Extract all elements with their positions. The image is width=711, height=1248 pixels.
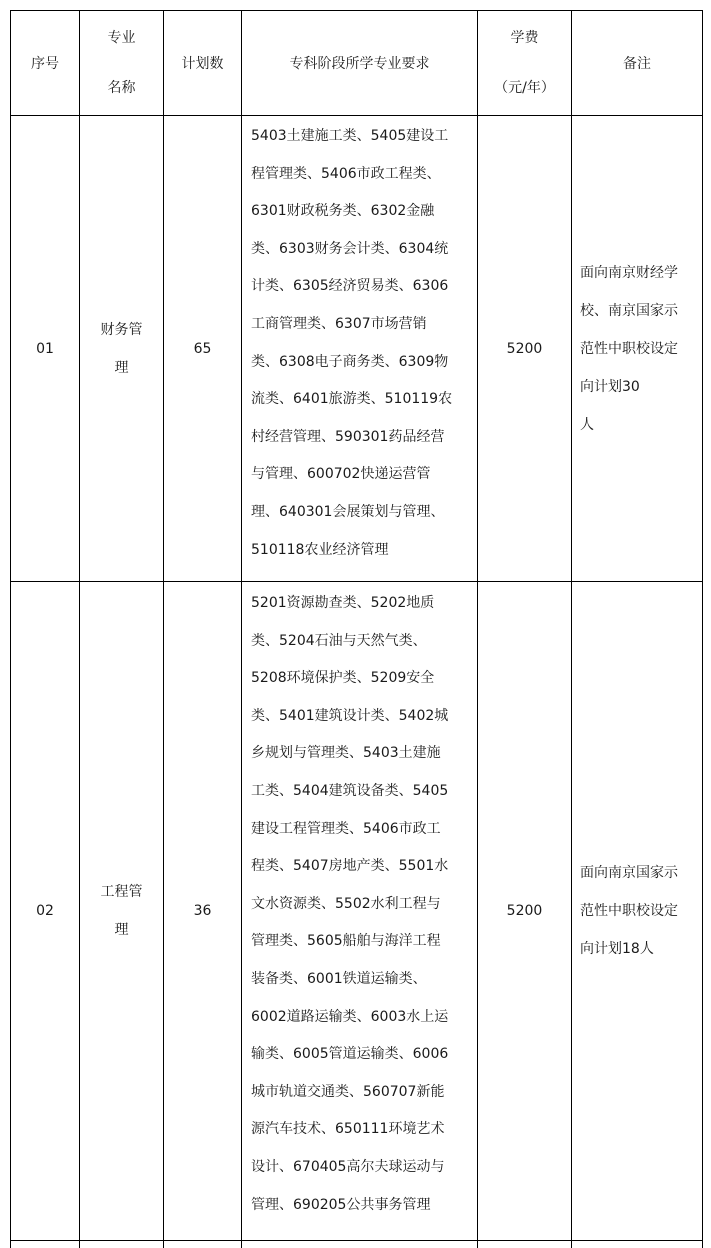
col-line: [241, 10, 242, 1248]
row2-req-line: 管理类、5605船舶与海洋工程: [251, 933, 441, 950]
row1-fee-value: 5200: [506, 340, 543, 357]
header-index-label: 序号: [31, 56, 59, 72]
header-major-label-2: 名称: [107, 80, 136, 96]
row2-req-line: 工类、5404建筑设备类、5405: [251, 782, 449, 799]
row2-req-line: 城市轨道交通类、560707新能: [251, 1083, 445, 1100]
row2-req-line: 源汽车技术、650111环境艺术: [251, 1121, 445, 1138]
row1-note-line: 向计划30: [580, 378, 640, 395]
row2-req-line: 乡规划与管理类、5403土建施: [251, 745, 441, 762]
row2-note: [580, 582, 702, 1240]
header-major: [80, 11, 163, 115]
row1-req-line: 流类、6401旅游类、510119农: [251, 391, 453, 408]
row2-major-line-1: 工程管: [100, 884, 143, 900]
row1-req-line: 村经营管理、590301药品经营: [251, 428, 445, 445]
row1-index: [11, 116, 79, 581]
row2-req-line: 5201资源勘查类、5202地质: [251, 595, 435, 611]
row1-note-line: 面向南京财经学: [580, 264, 678, 281]
row2-major-line-2: 理: [114, 922, 129, 938]
row1-note: [580, 116, 702, 581]
row1-req-line: 5403土建施工类、5405建设工: [251, 128, 449, 144]
row2-req-line: 装备类、6001铁道运输类、: [251, 970, 427, 987]
row2-note-line: 面向南京国家示: [580, 865, 678, 881]
row2-req-line: 管理、690205公共事务管理: [251, 1196, 431, 1213]
row1-fee: [478, 116, 571, 581]
row1-req-line: 工商管理类、6307市场营销: [251, 315, 427, 332]
row1-note-line: 校、南京国家示: [580, 302, 678, 319]
row2-plan: [164, 582, 241, 1240]
header-plan: [164, 11, 241, 115]
row2-index: [11, 582, 79, 1240]
row1-note-line: 人: [580, 416, 594, 433]
header-requirement-label: 专科阶段所学专业要求: [289, 56, 430, 72]
row2-req-line: 设计、670405高尔夫球运动与: [251, 1158, 445, 1175]
row2-req-line: 程类、5407房地产类、5501水: [251, 858, 449, 875]
row-divider-bottom: [10, 1240, 703, 1241]
row1-note-line: 范性中职校设定: [580, 340, 678, 357]
row1-req-line: 程管理类、5406市政工程类、: [251, 165, 441, 182]
header-major-label-1: 专业: [107, 30, 136, 46]
row2-req-line: 输类、6005管道运输类、6006: [251, 1046, 449, 1063]
row1-plan-value: 65: [193, 340, 212, 357]
row2-note-line: 向计划18人: [580, 941, 654, 957]
row1-major-line-1: 财务管: [100, 321, 143, 338]
header-fee-label-2: （元/年）: [494, 80, 555, 96]
header-index: [11, 11, 79, 115]
row2-index-value: 02: [36, 903, 54, 919]
row2-req-line: 5208环境保护类、5209安全: [251, 670, 435, 687]
row1-req-line: 理、640301会展策划与管理、: [251, 503, 445, 520]
header-note-label: 备注: [623, 56, 651, 72]
row2-req-line: 类、5204石油与天然气类、: [251, 632, 427, 649]
col-line: [571, 10, 572, 1248]
row1-major: [80, 116, 163, 581]
row1-req-line: 与管理、600702快递运营管: [251, 466, 431, 483]
header-note: [572, 11, 702, 115]
row2-note-line: 范性中职校设定: [580, 903, 678, 919]
row1-major-line-2: 理: [114, 359, 129, 376]
col-line: [702, 10, 703, 1248]
header-fee-label-1: 学费: [510, 30, 539, 46]
row2-req-line: 类、5401建筑设计类、5402城: [251, 707, 449, 724]
row1-index-value: 01: [36, 340, 54, 357]
row1-requirement: [251, 118, 452, 569]
row2-fee: [478, 582, 571, 1240]
header-fee: [478, 11, 571, 115]
row1-plan: [164, 116, 241, 581]
row2-req-line: 建设工程管理类、5406市政工: [251, 820, 441, 837]
row2-major: [80, 582, 163, 1240]
row2-req-line: 文水资源类、5502水利工程与: [251, 895, 441, 912]
row1-req-line: 类、6308电子商务类、6309物: [251, 353, 449, 370]
row2-requirement: [251, 585, 448, 1224]
row2-fee-value: 5200: [506, 903, 543, 919]
header-plan-label: 计划数: [181, 56, 224, 72]
row1-req-line: 类、6303财务会计类、6304统: [251, 240, 449, 257]
row1-req-line: 510118农业经济管理: [251, 541, 389, 558]
row2-req-line: 6002道路运输类、6003水上运: [251, 1008, 449, 1025]
row1-req-line: 6301财政税务类、6302金融: [251, 203, 435, 220]
row1-req-line: 计类、6305经济贸易类、6306: [251, 278, 449, 295]
row2-plan-value: 36: [193, 903, 212, 919]
header-requirement: [242, 11, 477, 115]
